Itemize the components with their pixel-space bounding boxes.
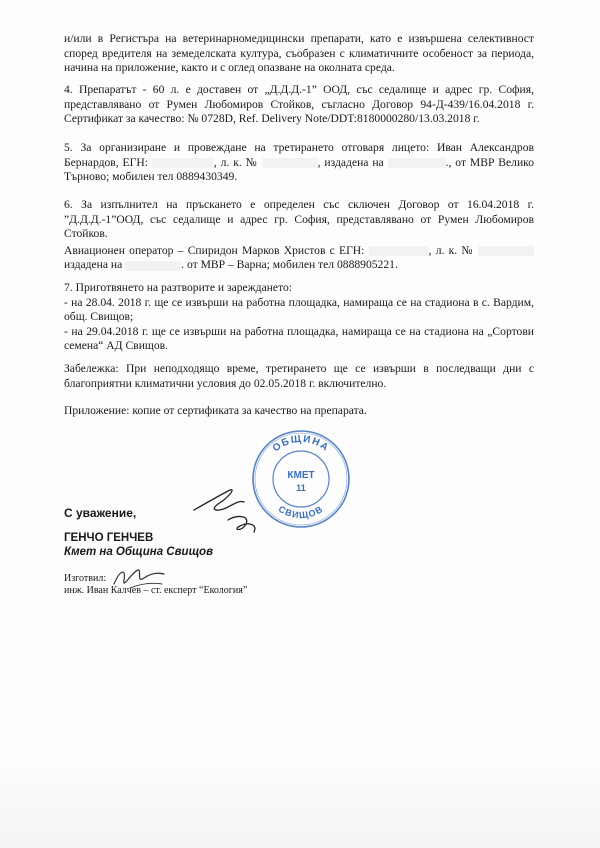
- redacted-field: [262, 158, 318, 168]
- prepared-by-name: инж. Иван Калчев – ст. експерт “Екология”: [64, 585, 248, 596]
- note-paragraph: [64, 362, 534, 391]
- page-bottom-shadow: [0, 760, 600, 848]
- text-segment: , л. к.: [428, 243, 458, 257]
- paragraph-6: [64, 198, 534, 273]
- redacted-field: [388, 158, 446, 168]
- attachment-paragraph: [64, 404, 534, 419]
- paragraph-5: [64, 141, 534, 185]
- stamp-top-text: ОБЩИНА: [270, 433, 332, 455]
- list-item: - на 28.04. 2018 г. ще се извърши на работна площадка, намираща се на стадиона в с. Вардим, общ. Свищов;: [64, 295, 534, 324]
- closing-greeting: С уважение,: [64, 506, 137, 520]
- stamp-number-text: 11: [296, 483, 306, 493]
- paragraph-7: [64, 281, 534, 354]
- mayor-signature-icon: [188, 480, 278, 540]
- text-segment: , л. к. №: [213, 155, 258, 169]
- paragraph-text: 6. За изпълнител на пръскането е определен със сключен Договор от 16.04.2018 г. ”Д.Д.Д.-1”ООД, със седалище и адрес гр. София, представлявано от Румен Любомиров Стойков.: [64, 198, 534, 241]
- signer-name: ГЕНЧО ГЕНЧЕВ: [64, 532, 154, 544]
- redacted-field: [152, 158, 214, 168]
- redacted-field: [478, 246, 534, 256]
- signer-title: Кмет на Община Свищов: [64, 546, 214, 558]
- paragraph-4: [64, 83, 534, 127]
- paragraph-text: Приложение: копие от сертификата за качество на препарата.: [64, 404, 367, 417]
- paragraph-text: [64, 141, 534, 185]
- paragraph-operator: [64, 244, 534, 273]
- stamp-center-text: КМЕТ: [287, 470, 315, 481]
- text-segment: ., от МВР Велико Търново; мобилен тел 0889430349.: [64, 155, 535, 184]
- paragraph-text: 4. Препаратът - 60 л. е доставен от „Д.Д.Д.-1” ООД, със седалище и адрес гр. София, представлявано от Румен Любомиров Стойков, съгласно Договор 94-Д-439/16.04.2018 г. Сертификат за качество: № 0728D, Ref. Delivery Note/DDT:8180000280/13.03.2018 г.: [64, 83, 534, 126]
- paragraph-text: и/или в Регистъра на ветеринарномедицински препарати, като е извършена селективност според вредителя на земеделската култура, съобразен с климатичните особеност за периода, начина на приложение, както и с оглед опазване на околната среда.: [64, 32, 534, 75]
- text-segment: Авиационен оператор – Спиридон Марков Христов с ЕГН:: [64, 243, 365, 257]
- paragraph-text: Забележка: При неподходящо време, третирането ще се извърши в последващи дни с благоприятни климатични условия до 02.05.2018 г. включително.: [64, 362, 534, 390]
- text-segment: издадена на: [64, 258, 123, 272]
- redacted-field: [125, 261, 181, 271]
- text-segment: №: [461, 243, 474, 257]
- text-segment: , издадена на: [317, 155, 384, 169]
- prepared-by-label: Изготвил:: [64, 573, 107, 584]
- paragraph-continuation: [64, 32, 534, 76]
- redacted-field: [369, 246, 429, 256]
- text-segment: . от МВР – Варна; мобилен тел 0888905221.: [181, 258, 398, 272]
- stamp-bottom-text: СВИЩОВ: [276, 503, 326, 521]
- paragraph-title: 7. Приготвянето на разтворите и зареждането:: [64, 281, 293, 294]
- text-segment: 5. За организиране и провеждане на третирането отговаря лицето: Иван Александров Бернардов, ЕГН:: [64, 141, 534, 169]
- list-item: - на 29.04.2018 г. ще се извърши на работна площадка, намираща се на стадиона на „Сортови семена“ АД Свищов.: [64, 324, 534, 353]
